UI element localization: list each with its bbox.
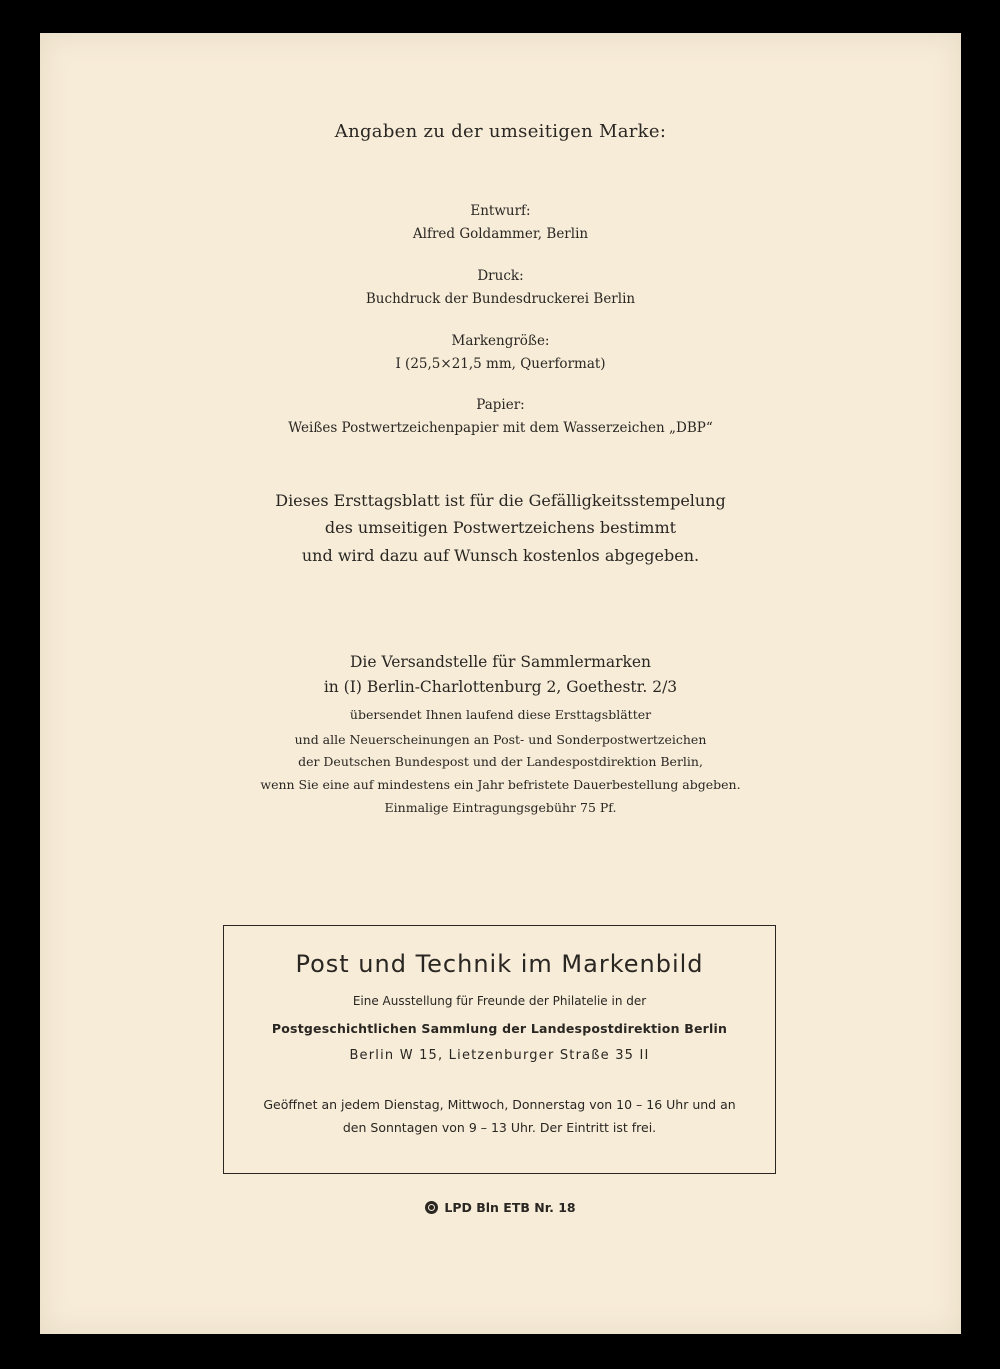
service-line-7: Einmalige Eintragungsgebühr 75 Pf. (384, 800, 617, 815)
service-line-4: und alle Neuerscheinungen an Post- und Sonderpostwertzeichen (294, 732, 707, 747)
exhibition-hours-line-1: Geöffnet an jedem Dienstag, Mittwoch, Donnerstag von 10 – 16 Uhr und an (263, 1097, 736, 1112)
exhibition-title: Post und Technik im Markenbild (295, 950, 704, 978)
detail-label-print: Druck: (477, 268, 524, 284)
detail-label-size: Markengröße: (451, 333, 550, 349)
first-day-sheet (40, 33, 961, 1334)
exhibition-hours-line-2: den Sonntagen von 9 – 13 Uhr. Der Eintritt ist frei. (342, 1120, 657, 1135)
purpose-line-2: des umseitigen Postwertzeichens bestimmt (324, 518, 677, 537)
detail-label-paper: Papier: (476, 397, 525, 413)
exhibition-subtitle: Eine Ausstellung für Freunde der Philatelie in der (352, 994, 647, 1008)
purpose-line-3: und wird dazu auf Wunsch kostenlos abgegeben. (301, 546, 700, 565)
page-title: Angaben zu der umseitigen Marke: (334, 121, 667, 142)
sheet-reference (40, 1200, 961, 1215)
post-emblem-icon (425, 1201, 438, 1214)
detail-value-print: Buchdruck der Bundesdruckerei Berlin (365, 291, 636, 307)
exhibition-notice-box (223, 925, 776, 1174)
sheet-reference-text: LPD Bln ETB Nr. 18 (444, 1200, 576, 1215)
exhibition-organization: Postgeschichtlichen Sammlung der Landespostdirektion Berlin (271, 1021, 728, 1036)
purpose-line-1: Dieses Ersttagsblatt ist für die Gefälligkeitsstempelung (275, 491, 726, 510)
service-line-5: der Deutschen Bundespost und der Landespostdirektion Berlin, (298, 754, 703, 769)
exhibition-address: Berlin W 15, Lietzenburger Straße 35 II (349, 1048, 650, 1063)
detail-value-design: Alfred Goldammer, Berlin (412, 226, 589, 242)
detail-value-size: I (25,5×21,5 mm, Querformat) (395, 356, 606, 372)
service-line-6: wenn Sie eine auf mindestens ein Jahr befristete Dauerbestellung abgeben. (260, 777, 741, 792)
service-line-1: Die Versandstelle für Sammlermarken (349, 653, 652, 671)
service-line-2: in (I) Berlin-Charlottenburg 2, Goethestr. 2/3 (323, 678, 678, 696)
detail-label-design: Entwurf: (470, 203, 531, 219)
detail-value-paper: Weißes Postwertzeichenpapier mit dem Wasserzeichen „DBP“ (288, 420, 713, 436)
service-line-3: übersendet Ihnen laufend diese Ersttagsblätter (349, 707, 652, 722)
